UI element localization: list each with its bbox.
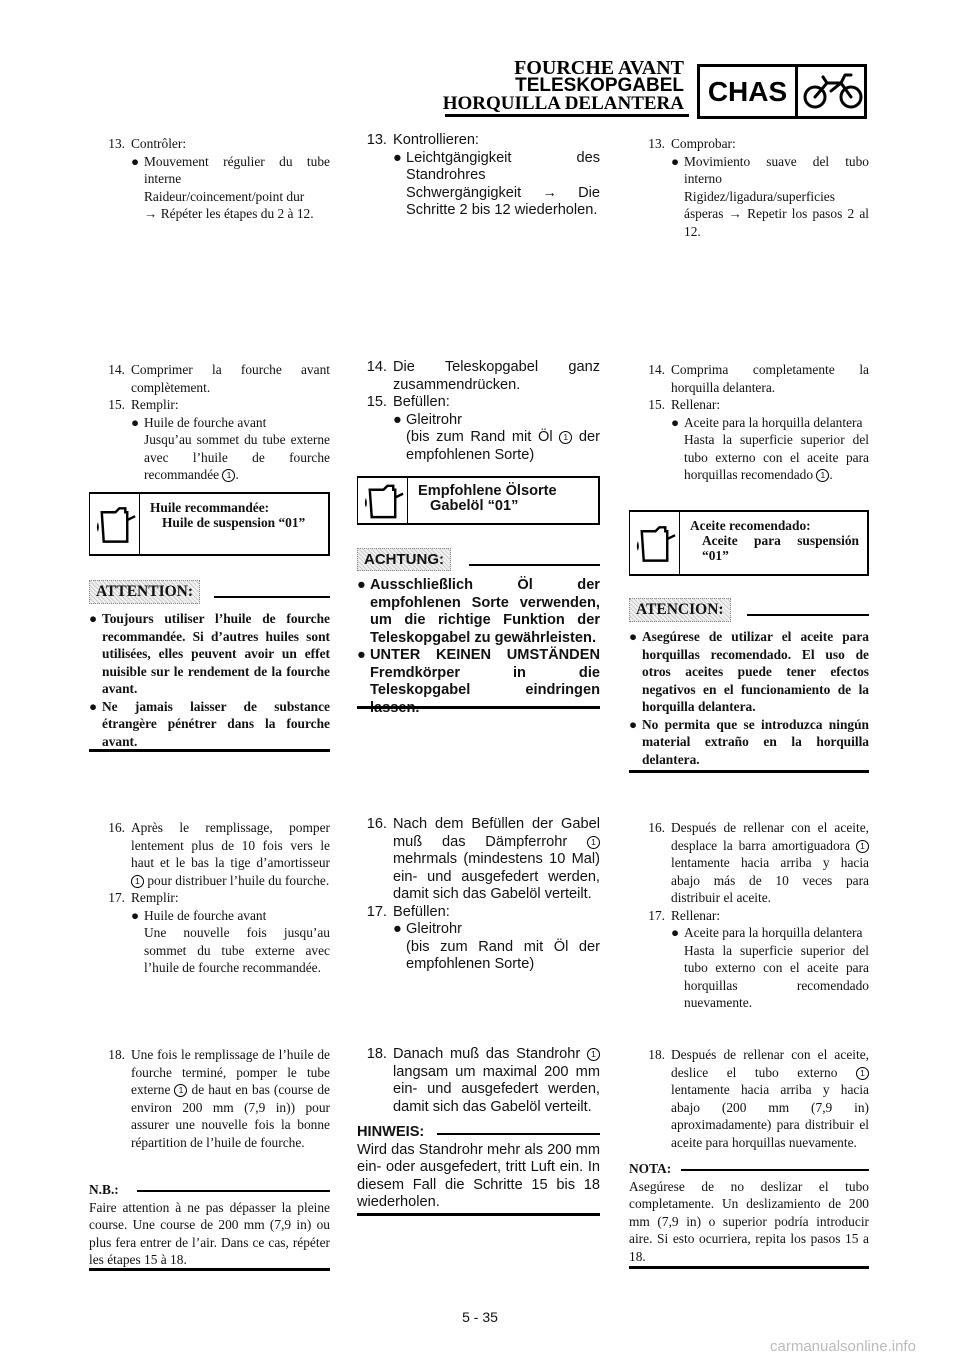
title-german: TELESKOPGABEL	[515, 75, 684, 96]
fr-oil-spec-box: Huile recommandée: Huile de suspension “01”	[89, 492, 330, 556]
oil-can-icon	[630, 512, 680, 574]
title-french: FOURCHE AVANT	[514, 57, 684, 79]
caution-label: ATENCION:	[629, 598, 731, 622]
header-rule	[445, 114, 689, 117]
de-steps-16-17: 16. Nach dem Befüllen der Gabel muß das Dämpferrohr 1 mehrmals (mindestens 10 Mal) ein- und ausgefedert werden, damit sich das Gabelöl verteilt. 17. Befüllen: ● Gleitrohr (bis zum Rand mit Öl der empfohlenen Sorte)	[366, 816, 600, 972]
es-oil-spec-box: Aceite recomendado: Aceite para suspensión “01”	[629, 510, 869, 576]
title-spanish: HORQUILLA DELANTERA	[442, 93, 684, 114]
fr-step-18: 18. Une fois le remplissage de l’huile de fourche terminé, pomper le tube externe 1 de haut en bas (course de environ 200 mm (7,9 in)) pour assurer une nouvelle fois la bonne répartition de l’huile de fourche.	[108, 1047, 331, 1150]
de-note: HINWEIS: Wird das Standrohr mehr als 200 mm ein- oder ausgefedert, tritt Luft ein. In diesem Fall die Schritte 15 bis 18 wiederholen.	[357, 1124, 600, 1210]
fr-caution: ATTENTION: ● Toujours utiliser l’huile de fourche recommandée. Si d’autres huiles sont utilisées, elles peuvent avoir un effet nuisible sur le rendement de la fourche avant. ● Ne jamais laisser de substance étrangère pénétrer dans la fourche avant.	[89, 580, 330, 750]
es-step-18: 18. Después de rellenar con el aceite, deslice el tubo externo 1 lentamente hacia arriba y hacia abajo (200 mm (7,9 in) aproximadamente) para distribuir el aceite para horquillas nuevamente.	[648, 1047, 869, 1150]
section-code: CHAS	[707, 76, 788, 107]
de-oil-spec-box: Empfohlene Ölsorte Gabelöl “01”	[357, 476, 600, 525]
es-steps-14-15: 14. Comprima completamente la horquilla delantera. 15. Rellenar: ● Aceite para la horquilla delantera Hasta la superficie superior del tubo externo con el aceite para horquillas recomendado 1 .	[648, 362, 869, 482]
caution-label: ATTENTION:	[89, 580, 200, 604]
motorcycle-icon	[801, 69, 865, 115]
fr-steps-16-17: 16. Après le remplissage, pomper lentement plus de 10 fois vers le haut et le bas la tige d’amortisseur 1 pour distribuer l’huile du fourche. 17. Remplir: ● Huile de fourche avant Une nouvelle fois jusqu’au sommet du tube externe avec l’huile de fourche recommandée.	[108, 820, 330, 975]
caution-label: ACHTUNG:	[357, 548, 451, 571]
section-badge	[697, 64, 867, 119]
de-step-18: 18. Danach muß das Standrohr 1 langsam um maximal 200 mm ein- und ausgefedert werden, damit sich das Gabelöl verteilt.	[366, 1046, 600, 1115]
fr-note: N.B.: Faire attention à ne pas dépasser la pleine course. Une course de 200 mm (7,9 in) ou plus fera entrer de l’air. Dans ce cas, répéter les étapes 15 à 18.	[89, 1182, 330, 1267]
fr-step-13: 13. Contrôler: ● Mouvement régulier du tube interne Raideur/coincement/point dur → Répéter les étapes du 2 à 12.	[108, 136, 330, 221]
de-caution: ACHTUNG: ● Ausschließlich Öl der empfohlenen Sorte verwenden, um die richtige Funktion der Teleskopgabel zu gewährleisten. ● UNTER KEINEN UMSTÄNDEN Fremdkörper in die Teleskopgabel eindringen	[357, 548, 600, 717]
watermark: carmanualsonline.info	[770, 1338, 916, 1355]
de-steps-14-15: 14. Die Teleskopgabel ganz zusammendrücken. 15. Befüllen: ● Gleitrohr (bis zum Rand mit Öl 1 der empfohlenen Sorte)	[366, 359, 600, 463]
page-number: 5 - 35	[462, 1309, 498, 1325]
oil-can-icon	[358, 478, 408, 523]
oil-can-icon	[90, 494, 140, 554]
de-step-13: 13. Kontrollieren: ● Leichtgängigkeit des Standrohres Schwergängigkeit → Die Schritte 2 bis 12 wiederholen.	[366, 132, 600, 218]
es-step-13: 13. Comprobar: ● Movimiento suave del tubo interno Rigidez/ligadura/superficies ásperas → Repetir los pasos 2 al 12.	[648, 136, 869, 239]
es-caution: ATENCION: ● Asegúrese de utilizar el aceite para horquillas recomendado. El uso de otros aceites puede tener efectos negativos en el funcionamiento de la horquilla delantera. ● No permita que se introduzca ningún material extraño en la horquilla delantera.	[629, 598, 869, 768]
es-note: NOTA: Asegúrese de no deslizar el tubo completamente. Un deslizamiento de 200 mm (7,9 in) o superior podría introducir aire. Si esto ocurriera, repita los pasos 15 a 18.	[629, 1161, 869, 1264]
es-steps-16-17: 16. Después de rellenar con el aceite, desplace la barra amortiguadora 1 lentamente hacia arriba y hacia abajo más de 10 veces para distribuir el aceite. 17. Rellenar: ● Aceite para la horquilla delantera Hasta la superficie superior del tubo externo con el aceite para horquillas recomendado nuevamente.	[648, 820, 869, 1010]
fr-steps-14-15: 14. Comprimer la fourche avant complètement. 15. Remplir: ● Huile de fourche avant Jusqu’au sommet du tube externe avec l’huile de fourche recommandée 1 .	[108, 362, 330, 482]
